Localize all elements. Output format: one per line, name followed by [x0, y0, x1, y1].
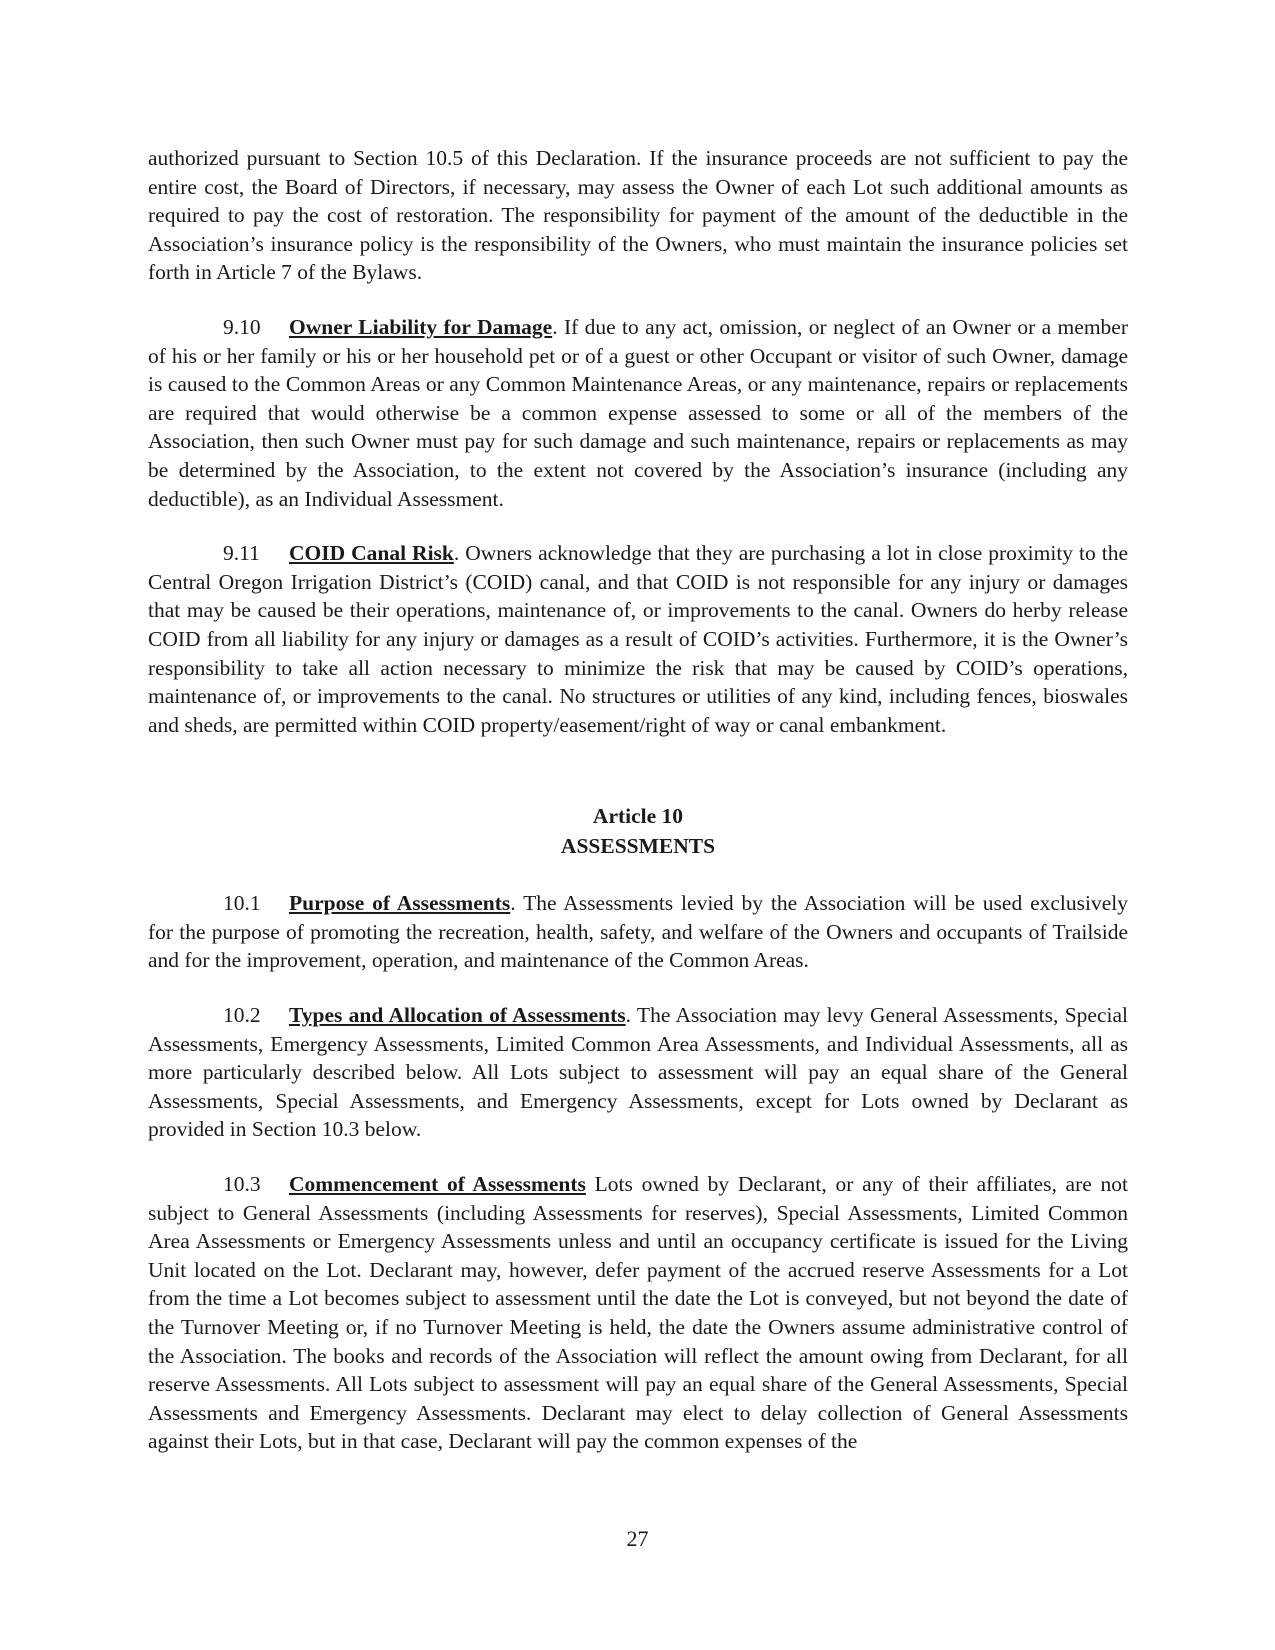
- page-number: 27: [626, 1526, 649, 1551]
- section-text: . The Assessments levied by the Association will be used exclusively for the purpose of promoting the recreation, health, safety, and welfare of the Owners and occupants of Trailside and for the improvement, operation, and maintenance of the Common Areas.: [148, 891, 1129, 973]
- section-number: 10.3: [223, 1172, 261, 1197]
- section-heading: Types and Allocation of Assessments: [289, 1003, 626, 1028]
- section-text: . Owners acknowledge that they are purchasing a lot in close proximity to the Central Oregon Irrigation District’s (COID) canal, and that COID is not responsible for any injury or damages that may be caused be their operations, maintenance of, or improvements to the canal. Owners do herby release COID from all liability for any injury or damages as a result of COID’s activities. Furthermore, it is the Owner’s responsibility to take all action necessary to minimize the risk that may be caused by COID’s operations, maintenance of, or improvements to the canal. No structures or utilities of any kind, including fences, bioswales and sheds, are permitted within COID property/easement/right of way or canal embankment.: [148, 541, 1129, 737]
- section-heading: COID Canal Risk: [289, 541, 454, 566]
- section-heading: Owner Liability for Damage: [289, 314, 553, 339]
- section-10-1: [148, 889, 1128, 975]
- section-text: . If due to any act, omission, or neglect of an Owner or a member of his or her family or his or her household pet or of a guest or other Occupant or visitor of such Owner, damage is caused to the Common Areas or any Common Maintenance Areas, or any maintenance, repairs or replacements are required that would otherwise be a common expense assessed to some or all of the members of the Association, then such Owner must pay for such damage and such maintenance, repairs or replacements as may be determined by the Association, to the extent not covered by the Association’s insurance (including any deductible), as an Individual Assessment.: [148, 314, 1128, 511]
- section-9-11: [148, 539, 1128, 739]
- article-subtitle: ASSESSMENTS: [560, 834, 716, 859]
- section-text: . The Association may levy General Assessments, Special Assessments, Emergency Assessments, Limited Common Area Assessments, and Individual Assessments, all as more particularly described below. All Lots subject to assessment will pay an equal share of the General Assessments, Special Assessments, and Emergency Assessments, except for Lots owned by Declarant as provided in Section 10.3 below.: [148, 1003, 1128, 1142]
- section-number: 10.2: [223, 1003, 261, 1028]
- section-heading: Commencement of Assessments: [289, 1172, 586, 1197]
- article-title: Article 10: [592, 804, 684, 829]
- section-10-2: [148, 1001, 1128, 1144]
- section-number: 9.11: [223, 541, 260, 566]
- opening-paragraph: authorized pursuant to Section 10.5 of this Declaration. If the insurance proceeds are not sufficient to pay the entire cost, the Board of Directors, if necessary, may assess the Owner of each Lot such additional amounts as required to pay the cost of restoration. The responsibility for payment of the amount of the deductible in the Association’s insurance policy is the responsibility of the Owners, who must maintain the insurance policies set forth in Article 7 of the Bylaws.: [148, 146, 1128, 285]
- section-heading: Purpose of Assessments: [289, 891, 511, 916]
- section-9-10: [148, 313, 1128, 513]
- section-number: 10.1: [223, 891, 261, 916]
- section-text: Lots owned by Declarant, or any of their affiliates, are not subject to General Assessments (including Assessments for reserves), Special Assessments, Limited Common Area Assessments or Emergency Assessments unless and until an occupancy certificate is issued for the Living Unit located on the Lot. Declarant may, however, defer payment of the accrued reserve Assessments for a Lot from the time a Lot becomes subject to assessment until the date the Lot is conveyed, but not beyond the date of the Turnover Meeting or, if no Turnover Meeting is held, the date the Owners assume administrative control of the Association. The books and records of the Association will reflect the amount owing from Declarant, for all reserve Assessments. All Lots subject to assessment will pay an equal share of the General Assessments, Special Assessments and Emergency Assessments. Declarant may elect to delay collection of General Assessments against their Lots, but in that case, Declarant will pay the common expenses of the: [148, 1172, 1128, 1454]
- section-10-3: [148, 1170, 1128, 1456]
- document-body: [148, 144, 1128, 1482]
- article-heading: [148, 801, 1128, 861]
- section-number: 9.10: [223, 314, 261, 339]
